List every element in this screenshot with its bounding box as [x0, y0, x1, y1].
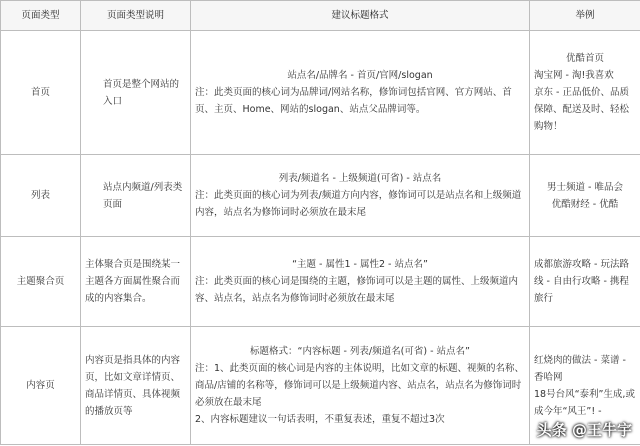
title-format-cell [191, 31, 530, 155]
page-type-cell: 主题聚合页 [1, 237, 81, 327]
example-cell [530, 31, 640, 155]
header-row [1, 1, 640, 31]
table-row [1, 31, 640, 155]
type-desc-cell: 首页是整个网站的入口 [81, 31, 191, 155]
example-cell [530, 237, 640, 327]
header-type-desc: 页面类型说明 [81, 1, 191, 31]
title-format-cell [191, 327, 530, 445]
example-item: 优酷首页 [565, 53, 604, 64]
title-format-text: 列表/频道名 - 上级频道(可省) - 站点名 [278, 173, 442, 184]
header-page-type: 页面类型 [1, 1, 81, 31]
example-item: 优酷财经 - 优酷 [551, 198, 619, 210]
page-type-cell: 首页 [1, 31, 81, 155]
example-item: 京东 - 正品低价、品质保障、配送及时、轻松购物！ [534, 87, 630, 132]
watermark-text: 头条 @王牛宇 [536, 421, 632, 439]
table-row [1, 155, 640, 237]
example-item: 男士频道 - 唯品会 [547, 181, 623, 193]
title-format-text: “主题 - 属性1 - 属性2 - 站点名” [292, 259, 428, 270]
title-format-note: 注：此类页面的核心词为列表/频道方向内容，修饰词可以是站点名和上级频道内容，站点名为修饰词时必须放在最末尾 [195, 190, 522, 218]
title-format-cell [191, 237, 530, 327]
type-desc-cell: 主体聚合页是围绕某一主题各方面属性聚合而成的内容集合。 [81, 237, 191, 327]
header-example: 举例 [530, 1, 640, 31]
header-title-format: 建议标题格式 [191, 1, 530, 31]
page-type-cell: 内容页 [1, 327, 81, 445]
example-item: 淘宝网 - 淘!我喜欢 [534, 70, 614, 81]
type-desc-cell: 站点内频道/列表类页面 [81, 155, 191, 237]
example-item: 18号台风“泰利”生成,或成今年“风王”! - [534, 388, 635, 417]
title-format-note: 注：此类页面的核心词是围绕的主题，修饰词可以是主题的属性、上级频道内容、站点名，站点名为修饰词时必须放在最末尾 [195, 276, 519, 304]
example-cell [530, 155, 640, 237]
example-item: 红烧肉的做法 - 菜谱 - 香哈网 [534, 354, 626, 383]
title-format-cell [191, 155, 530, 237]
title-format-text: 标题格式：“内容标题 - 列表/频道名(可省) - 站点名” [250, 346, 470, 357]
page-type-cell: 列表 [1, 155, 81, 237]
type-desc-cell: 内容页是指具体的内容页，比如文章详情页、商品详情页、具体视频的播放页等 [81, 327, 191, 445]
title-format-note: 注：1、此类页面的核心词是内容的主体说明，比如文章的标题、视频的名称、商品/店铺的名称等，修饰词可以是上级频道内容、站点名，站点名为修饰词时必须放在最末尾 2、内容标题建议一句话表明，不重复表述，重复不超过3次 [195, 363, 525, 425]
title-format-note: 注：此类页面的核心词为品牌词/网站名称，修饰词包括官网、官方网站、首页、主页、Home、网站的slogan、站点父品牌词等。 [195, 87, 512, 115]
title-format-text: 站点名/品牌名 - 首页/官网/slogan [287, 70, 433, 81]
example-item: 成都旅游攻略 - 玩法路线 - 自由行攻略 - 携程旅行 [534, 259, 629, 304]
table-row [1, 237, 640, 327]
